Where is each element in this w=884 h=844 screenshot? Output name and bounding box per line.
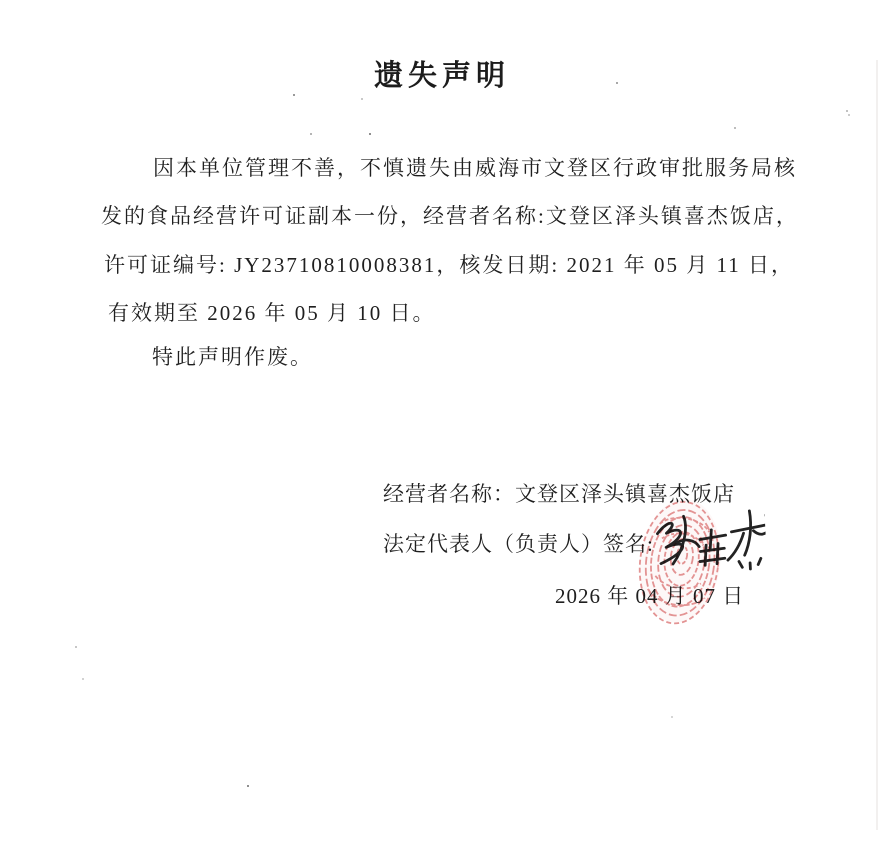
body-text-line-3: 许可证编号: JY23710810008381，核发日期: 2021 年 05 月 11 日， <box>104 253 794 277</box>
body-text-line-1: 因本单位管理不善，不慎遗失由威海市文登区行政审批服务局核 <box>153 156 797 180</box>
signature-date-line: 2026 年 04 月 07 日 <box>555 584 745 608</box>
legal-representative-signature-label: 法定代表人（负责人）签名: <box>383 532 654 556</box>
body-text-line-5: 特此声明作废。 <box>152 345 313 369</box>
scan-noise-speckles <box>0 0 2 2</box>
body-text-line-2: 发的食品经营许可证副本一份，经营者名称:文登区泽头镇喜杰饭店， <box>101 204 799 228</box>
body-text-line-4: 有效期至 2026 年 05 月 10 日。 <box>108 301 436 325</box>
document-title: 遗失声明 <box>373 60 511 92</box>
fingerprint-seal <box>627 492 737 636</box>
operator-name-line: 经营者名称：文登区泽头镇喜杰饭店 <box>383 482 735 506</box>
scan-edge-shadow <box>876 60 878 830</box>
